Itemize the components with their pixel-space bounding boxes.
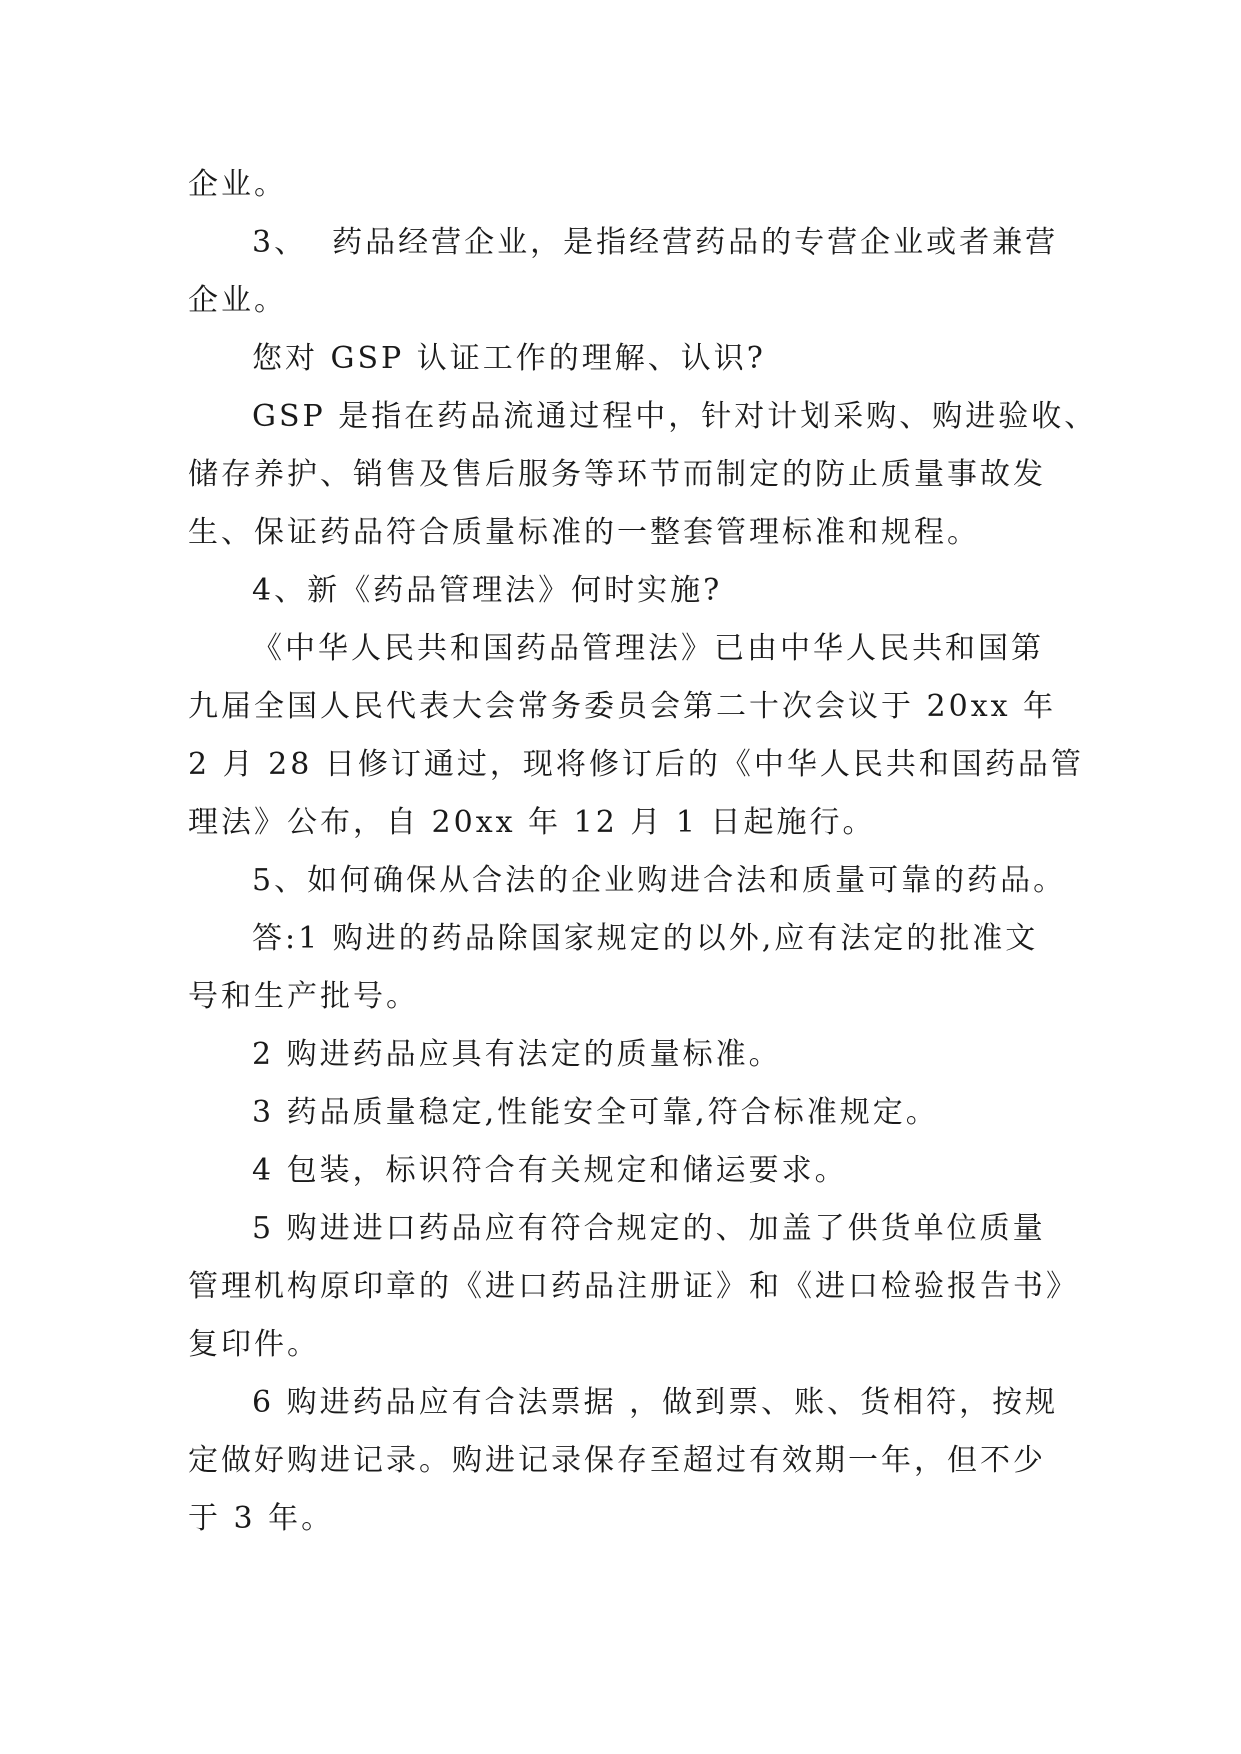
list-item: 6 购进药品应有合法票据 ，做到票、账、货相符，按规 xyxy=(252,1385,1059,1420)
list-item: 2 购进药品应具有法定的质量标准。 xyxy=(252,1037,782,1072)
text-line: 号和生产批号。 xyxy=(188,979,419,1014)
text-line: 企业。 xyxy=(188,167,287,202)
text-line: 2 月 28 日修订通过，现将修订后的《中华人民共和国药品管 xyxy=(188,747,1084,782)
text-line: 《中华人民共和国药品管理法》已由中华人民共和国第 xyxy=(252,631,1044,666)
text-line: 企业。 xyxy=(188,283,287,318)
text-line: 理法》公布，自 20xx 年 12 月 1 日起施行。 xyxy=(188,805,876,840)
document-body xyxy=(188,156,1098,1548)
text-line: GSP 是指在药品流通过程中，针对计划采购、购进验收、 xyxy=(252,399,1098,434)
text-line: 管理机构原印章的《进口药品注册证》和《进口检验报告书》 xyxy=(188,1269,1079,1304)
list-item: 4 包装，标识符合有关规定和储运要求。 xyxy=(252,1153,848,1188)
question-heading: 4、新《药品管理法》何时实施? xyxy=(252,573,723,608)
text-line: 九届全国人民代表大会常务委员会第二十次会议于 20xx 年 xyxy=(188,689,1057,724)
list-item: 3 药品质量稳定,性能安全可靠,符合标准规定。 xyxy=(252,1095,939,1130)
text-line: 生、保证药品符合质量标准的一整套管理标准和规程。 xyxy=(188,515,980,550)
list-item: 5 购进进口药品应有符合规定的、加盖了供货单位质量 xyxy=(252,1211,1046,1246)
text-line: 复印件。 xyxy=(188,1327,320,1362)
question-heading: 5、如何确保从合法的企业购进合法和质量可靠的药品。 xyxy=(252,863,1067,898)
text-line: 3、 药品经营企业，是指经营药品的专营企业或者兼营 xyxy=(252,225,1059,260)
text-line: 储存养护、销售及售后服务等环节而制定的防止质量事故发 xyxy=(188,457,1046,492)
text-line: 于 3 年。 xyxy=(188,1501,335,1536)
text-line: 定做好购进记录。购进记录保存至超过有效期一年，但不少 xyxy=(188,1443,1046,1478)
text-line: 答:1 购进的药品除国家规定的以外,应有法定的批准文 xyxy=(252,921,1039,956)
question-heading: 您对 GSP 认证工作的理解、认识? xyxy=(252,341,766,376)
